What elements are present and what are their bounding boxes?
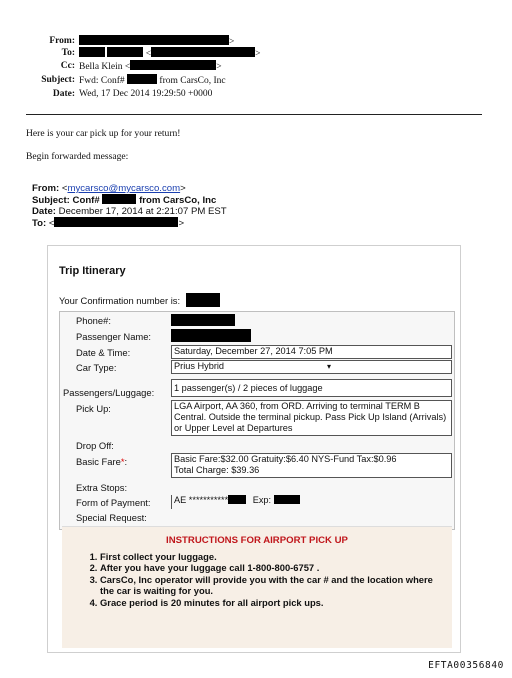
bracket: > <box>180 183 186 194</box>
extra-stops-label: Extra Stops: <box>76 482 128 493</box>
bracket: < <box>145 49 152 59</box>
instructions-title: INSTRUCTIONS FOR AIRPORT PICK UP <box>166 535 348 546</box>
redaction <box>54 217 178 227</box>
header-date-row <box>52 88 213 100</box>
redaction <box>151 47 255 57</box>
car-type-label: Car Type: <box>76 362 117 373</box>
header-cc-row <box>60 60 222 73</box>
bracket: > <box>216 62 222 72</box>
dropdown-arrow-icon: ▾ <box>327 362 332 371</box>
redaction <box>228 495 246 504</box>
special-request-label: Special Request: <box>76 512 147 523</box>
airport-pickup-instructions <box>62 526 452 648</box>
instruction-item: 3. CarsCo, Inc operator will provide you with the car # and the location where the car is waiting for you. <box>100 574 445 597</box>
basic-fare-label <box>76 456 127 467</box>
forwarded-from-label: From: <box>32 183 60 194</box>
payment-label: Form of Payment: <box>76 497 151 508</box>
header-to-row <box>61 47 261 60</box>
required-marker: * <box>120 456 125 467</box>
header-subject-prefix: Fwd: Conf# <box>79 76 125 86</box>
header-subject-suffix: from CarsCo, Inc <box>159 76 226 86</box>
forwarded-date-value: December 17, 2014 at 2:21:07 PM EST <box>58 206 227 217</box>
body-begin-forwarded: Begin forwarded message: <box>26 151 129 162</box>
instruction-item: 4. Grace period is 20 minutes for all airport pick ups. <box>100 597 445 608</box>
header-subject-row <box>41 74 226 87</box>
forwarded-subject-suffix: from CarsCo, Inc <box>139 195 217 206</box>
redaction <box>79 47 105 57</box>
forwarded-subject-row <box>32 194 216 207</box>
forwarded-from-row <box>32 183 186 195</box>
payment-card: AE *********** <box>174 495 229 505</box>
forwarded-date-row <box>32 206 227 218</box>
header-cc-label: Cc: <box>60 61 75 71</box>
car-type-value: Prius Hybrid <box>171 360 452 374</box>
redaction <box>127 74 157 84</box>
redaction <box>171 314 235 326</box>
passengers-luggage-label: Passengers/Luggage: <box>63 387 155 398</box>
header-from-label: From: <box>49 36 75 46</box>
confirmation-label: Your Confirmation number is: <box>59 295 181 306</box>
itinerary-title: Trip Itinerary <box>59 265 126 277</box>
forwarded-date-label: Date: <box>32 206 56 217</box>
basic-fare-breakdown: Basic Fare:$32.00 Gratuity:$6.40 NYS-Fund Tax:$0.96 <box>174 454 397 464</box>
expiry-label: Exp: <box>252 495 272 505</box>
redaction <box>107 47 143 57</box>
redaction <box>274 495 300 504</box>
passenger-name-label: Passenger Name: <box>76 331 152 342</box>
forwarded-to-label: To: <box>32 218 47 229</box>
pickup-label: Pick Up: <box>76 403 111 414</box>
payment-value <box>171 495 321 509</box>
document-id: EFTA00356840 <box>428 660 504 671</box>
redaction <box>130 60 216 70</box>
passengers-luggage-value: 1 passenger(s) / 2 pieces of luggage <box>171 379 452 397</box>
total-charge: Total Charge: $39.36 <box>174 465 260 475</box>
forwarded-to-row <box>32 217 184 230</box>
datetime-label: Date & Time: <box>76 347 131 358</box>
redaction <box>102 194 136 204</box>
phone-label: Phone#: <box>76 315 111 326</box>
bracket: < <box>61 183 68 194</box>
pickup-value: LGA Airport, AA 360, from ORD. Arriving to terminal TERM B Central. Outside the terminal pickup. Pass Pick Up Island (Arrivals) or Upper Level at Departures <box>171 400 452 436</box>
basic-fare-value <box>171 453 452 478</box>
redaction <box>79 35 229 45</box>
confirmation-row <box>59 293 220 307</box>
body-greeting: Here is your car pick up for your return! <box>26 128 181 139</box>
header-divider <box>26 114 482 115</box>
basic-fare-colon: : <box>124 456 128 467</box>
header-subject-label: Subject: <box>41 75 75 85</box>
bracket: < <box>48 218 55 229</box>
instructions-list <box>88 551 445 608</box>
instruction-item: 2. After you have your luggage call 1-800-800-6757 . <box>100 562 445 573</box>
forwarded-from-email-link[interactable]: mycarsco@mycarsco.com <box>67 183 181 194</box>
bracket: > <box>178 218 185 229</box>
redaction <box>171 329 251 342</box>
forwarded-subject-label: Subject: <box>32 195 70 206</box>
redaction <box>186 293 220 307</box>
dropoff-label: Drop Off: <box>76 440 114 451</box>
header-date-label: Date: <box>52 89 75 99</box>
forwarded-subject-prefix: Conf# <box>72 195 100 206</box>
datetime-value: Saturday, December 27, 2014 7:05 PM <box>171 345 452 359</box>
header-cc-name: Bella Klein < <box>79 62 131 72</box>
basic-fare-label-text: Basic Fare <box>76 456 121 467</box>
instruction-item: 1. First collect your luggage. <box>100 551 445 562</box>
bracket: > <box>229 37 235 47</box>
header-date-value: Wed, 17 Dec 2014 19:29:50 +0000 <box>79 89 213 99</box>
header-to-label: To: <box>61 48 75 58</box>
bracket: > <box>255 49 261 59</box>
